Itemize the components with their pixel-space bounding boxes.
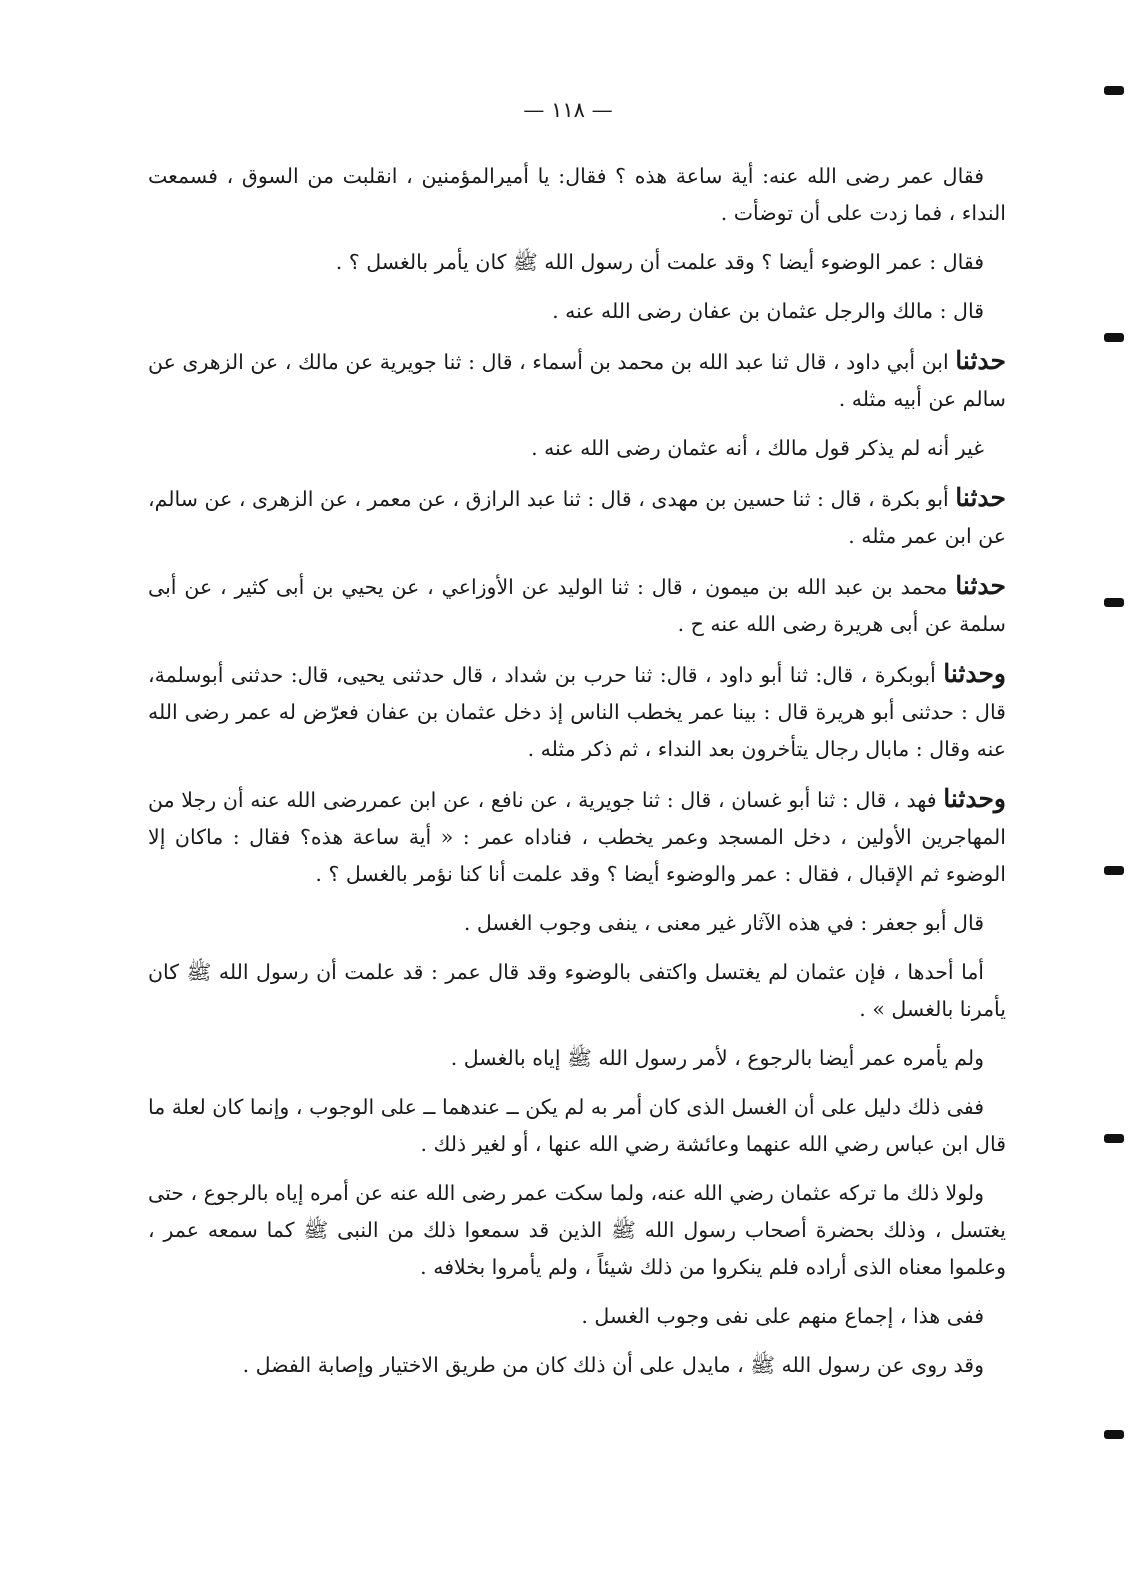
paragraph-text: ولم يأمره عمر أيضا بالرجوع ، لأمر رسول الله ﷺ إياه بالغسل . xyxy=(450,1046,984,1070)
paragraph xyxy=(148,655,1006,768)
hadith-keyword: حدثنا xyxy=(955,483,1006,512)
paragraph xyxy=(148,1298,1006,1335)
edge-mark xyxy=(1104,86,1124,95)
paragraph xyxy=(148,567,1006,643)
hadith-keyword: وحدثنا xyxy=(943,784,1006,813)
paragraph-text: قال أبو جعفر : في هذه الآثار غير معنى ، ينفى وجوب الغسل . xyxy=(463,911,984,935)
paragraph xyxy=(148,158,1006,232)
edge-mark xyxy=(1104,333,1124,342)
edge-mark xyxy=(1104,1134,1124,1143)
page-body xyxy=(148,158,1006,1396)
paragraph xyxy=(148,430,1006,467)
paragraph xyxy=(148,905,1006,942)
paragraph xyxy=(148,342,1006,418)
paragraph xyxy=(148,479,1006,555)
hadith-keyword: وحدثنا xyxy=(943,659,1006,688)
paragraph-text: ابن أبي داود ، قال ثنا عبد الله بن محمد بن أسماء ، قال : ثنا جويرية عن مالك ، عن الزهرى عن سالم عن أبيه مثله . xyxy=(148,350,1006,411)
paragraph-text: ففى ذلك دليل على أن الغسل الذى كان أمر به لم يكن ــ عندهما ــ على الوجوب ، وإنما كان لعلة ما قال ابن عباس رضي الله عنهما وعائشة رضي الله عنها ، أو لغير ذلك . xyxy=(148,1095,1006,1156)
paragraph xyxy=(148,293,1006,330)
paragraph xyxy=(148,1040,1006,1077)
paragraph-text: أبو بكرة ، قال : ثنا حسين بن مهدى ، قال : ثنا عبد الرازق ، عن معمر ، عن الزهرى ، عن سالم، عن ابن عمر مثله . xyxy=(148,487,1006,548)
paragraph-text: قال : مالك والرجل عثمان بن عفان رضى الله عنه . xyxy=(552,299,984,323)
paragraph-text: ولولا ذلك ما تركه عثمان رضي الله عنه، ولما سكت عمر رضى الله عنه عن أمره إياه بالرجوع ، حتى يغتسل ، وذلك بحضرة أصحاب رسول الله ﷺ الذين قد سمعوا ذلك من النبى ﷺ كما سمعه عمر ، وعلموا معناه الذى أراده فلم ينكروا من ذلك شيئاً ، ولم يأمروا بخلافه . xyxy=(148,1181,1006,1279)
paragraph xyxy=(148,244,1006,281)
paragraph-text: أما أحدها ، فإن عثمان لم يغتسل واكتفى بالوضوء وقد قال عمر : قد علمت أن رسول الله ﷺ كان يأمرنا بالغسل » . xyxy=(148,960,1006,1021)
paragraph-text: محمد بن عبد الله بن ميمون ، قال : ثنا الوليد عن الأوزاعي ، عن يحيي بن أبى كثير ، عن أبى سلمة عن أبى هريرة رضى الله عنه ح . xyxy=(148,575,1006,636)
paragraph xyxy=(148,780,1006,893)
paragraph xyxy=(148,1175,1006,1286)
paragraph-text: فقال عمر رضى الله عنه: أية ساعة هذه ؟ فقال: يا أميرالمؤمنين ، انقلبت من السوق ، فسمعت النداء ، فما زدت على أن توضأت . xyxy=(148,164,1006,225)
paragraph-text: غير أنه لم يذكر قول مالك ، أنه عثمان رضى الله عنه . xyxy=(531,436,984,460)
hadith-keyword: حدثنا xyxy=(955,571,1006,600)
paragraph-text: وقد روى عن رسول الله ﷺ ، مايدل على أن ذلك كان من طريق الاختيار وإصابة الفضل . xyxy=(242,1353,984,1377)
paragraph xyxy=(148,954,1006,1028)
edge-mark xyxy=(1104,598,1124,607)
page-number: — ١١٨ — xyxy=(523,98,613,122)
edge-mark xyxy=(1104,866,1124,875)
edge-mark xyxy=(1104,1430,1124,1439)
paragraph xyxy=(148,1089,1006,1163)
paragraph-text: فهد ، قال : ثنا أبو غسان ، قال : ثنا جويرية ، عن نافع ، عن ابن عمررضى الله عنه أن رجلا من المهاجرين الأولين ، دخل المسجد وعمر يخطب ، فناداه عمر : « أية ساعة هذه؟ فقال : ماكان إلا الوضوء ثم الإقبال ، فقال : عمر والوضوء أيضا ؟ وقد علمت أنا كنا نؤمر بالغسل ؟ . xyxy=(148,788,1006,886)
paragraph-text: ففى هذا ، إجماع منهم على نفى وجوب الغسل . xyxy=(581,1304,984,1328)
hadith-keyword: حدثنا xyxy=(955,346,1006,375)
paragraph xyxy=(148,1347,1006,1384)
paragraph-text: أبوبكرة ، قال: ثنا أبو داود ، قال: ثنا حرب بن شداد ، قال حدثنى يحيى، قال: حدثنى أبوسلمة، قال : حدثنى أبو هريرة قال : بينا عمر يخطب الناس إذ دخل عثمان بن عفان فعرّض له عمر رضى الله عنه وقال : مابال رجال يتأخرون بعد النداء ، ثم ذكر مثله . xyxy=(148,663,1006,761)
paragraph-text: فقال : عمر الوضوء أيضا ؟ وقد علمت أن رسول الله ﷺ كان يأمر بالغسل ؟ . xyxy=(335,250,984,274)
